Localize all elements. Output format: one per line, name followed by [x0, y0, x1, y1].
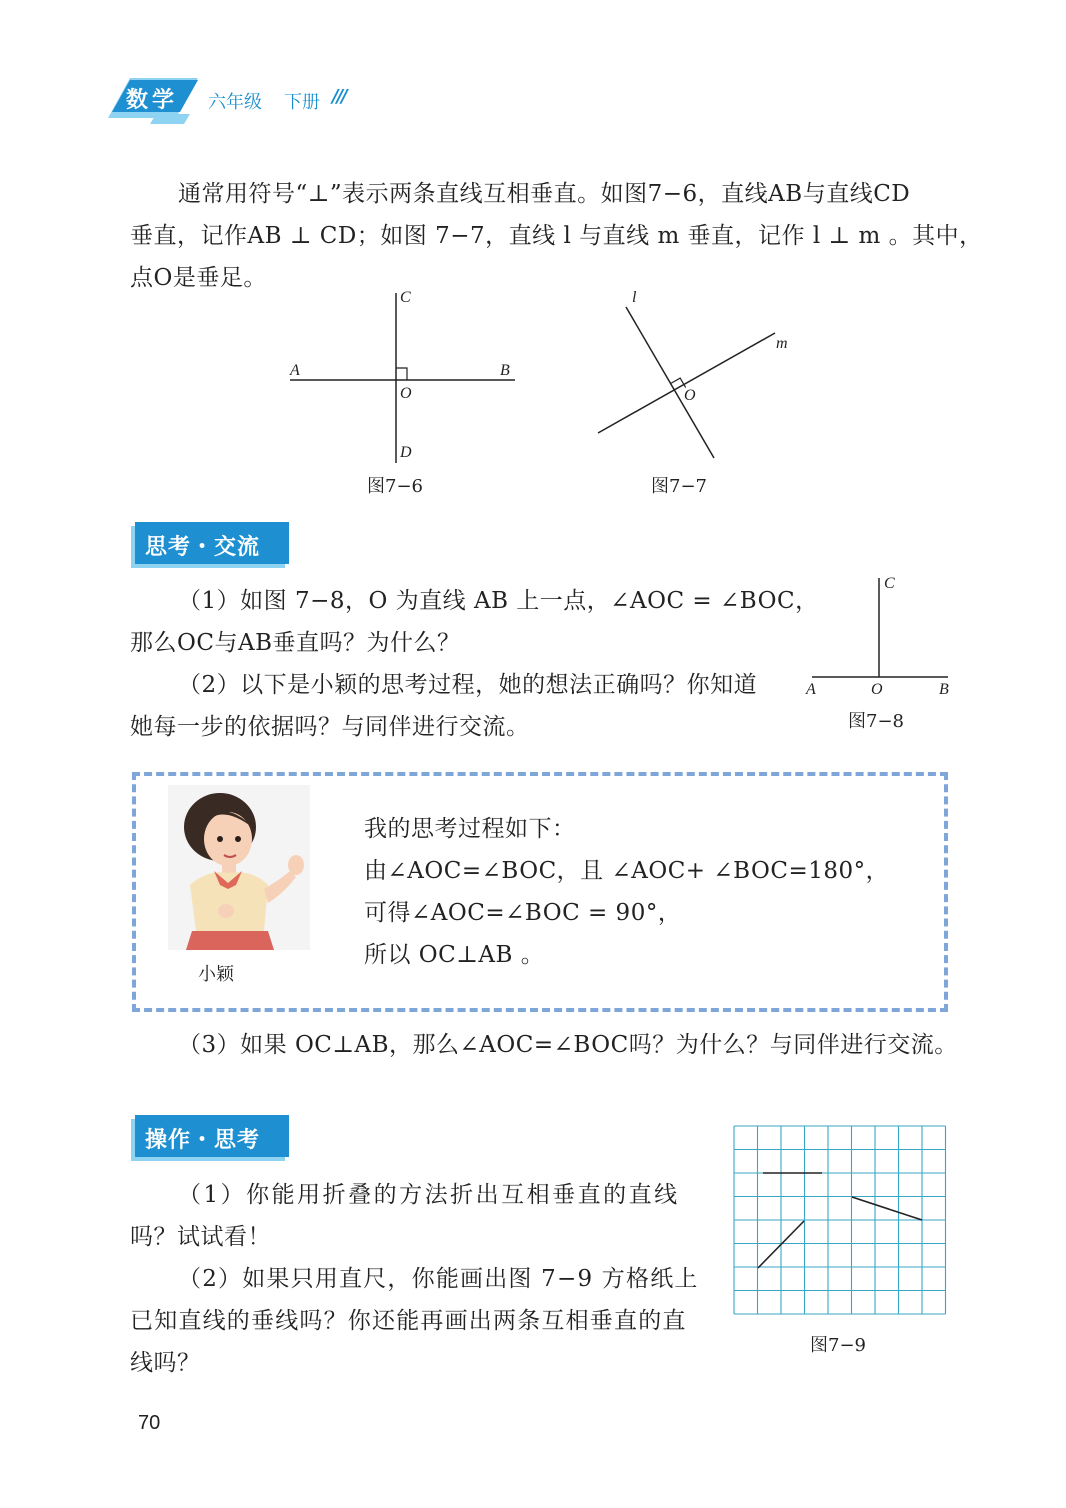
page-number: 70: [138, 1412, 161, 1434]
fig77-label-l: l: [632, 289, 637, 306]
s1-q3: （3）如果 OC⊥AB，那么∠AOC=∠BOC吗？为什么？与同伴进行交流。: [178, 1032, 958, 1058]
fig76-caption: 图7−6: [367, 476, 423, 497]
thinking-line-1: 我的思考过程如下：: [364, 816, 576, 842]
figure-7-9-grid: [730, 1122, 952, 1320]
header-banner-shape: [0, 0, 420, 140]
character-name: 小颖: [198, 964, 234, 985]
section-1-title-block: [131, 522, 289, 570]
s2-q1-line-1: （1）你能用折叠的方法折出互相垂直的直线: [178, 1182, 680, 1208]
s2-q2-line-1: （2）如果只用直尺，你能画出图 7−9 方格纸上: [178, 1266, 699, 1292]
header-subject: 数学: [126, 88, 179, 113]
thinking-line-2: 由∠AOC=∠BOC，且 ∠AOC+ ∠BOC=180°，: [364, 858, 890, 884]
fig78-label-b: B: [939, 681, 949, 698]
s1-q1-line-1: （1）如图 7−8，O 为直线 AB 上一点，∠AOC = ∠BOC，: [178, 588, 819, 614]
s1-q2-line-1: （2）以下是小颖的思考过程，她的想法正确吗？你知道: [178, 672, 758, 698]
fig77-label-o: O: [684, 387, 696, 404]
fig77-label-m: m: [776, 335, 788, 352]
section-2-title-block: [131, 1115, 289, 1163]
intro-line-2: 垂直，记作AB ⊥ CD；如图 7−7，直线 l 与直线 m 垂直，记作 l ⊥ m 。其中，: [130, 223, 983, 249]
fig76-label-b: B: [500, 362, 510, 379]
header-slashes: ///: [332, 86, 346, 107]
header: [0, 0, 1066, 140]
section-2-title: 操作・思考: [145, 1128, 261, 1153]
fig78-label-a: A: [806, 681, 816, 698]
thinking-line-4: 所以 OC⊥AB 。: [364, 942, 545, 968]
fig76-label-a: A: [290, 362, 300, 379]
intro-line-3: 点O是垂足。: [130, 265, 267, 291]
fig76-label-d: D: [400, 444, 412, 461]
fig78-caption: 图7−8: [848, 711, 904, 732]
intro-line-1: 通常用符号“⊥”表示两条直线互相垂直。如图7−6，直线AB与直线CD: [178, 181, 911, 207]
fig76-label-o: O: [400, 385, 412, 402]
s2-q2-line-2: 已知直线的垂线吗？你还能再画出两条互相垂直的直: [130, 1308, 687, 1334]
fig77-caption: 图7−7: [651, 476, 707, 497]
fig76-label-c: C: [400, 289, 411, 306]
header-volume: 下册: [284, 92, 320, 113]
s2-q1-line-2: 吗？试试看！: [130, 1224, 271, 1250]
s2-q2-line-3: 线吗？: [130, 1350, 201, 1376]
figure-7-8: [800, 570, 960, 705]
fig78-label-o: O: [871, 681, 883, 698]
s1-q2-line-2: 她每一步的依据吗？与同伴进行交流。: [130, 714, 530, 740]
fig79-caption: 图7−9: [810, 1335, 866, 1356]
girl-avatar: [168, 785, 310, 950]
fig78-label-c: C: [884, 575, 895, 592]
thinking-line-3: 可得∠AOC=∠BOC = 90°，: [364, 900, 682, 926]
figure-7-7: [590, 285, 805, 465]
figure-7-6: [280, 285, 530, 470]
section-1-title: 思考・交流: [145, 535, 261, 560]
header-grade: 六年级: [208, 92, 262, 113]
s1-q1-line-2: 那么OC与AB垂直吗？为什么？: [130, 630, 461, 656]
